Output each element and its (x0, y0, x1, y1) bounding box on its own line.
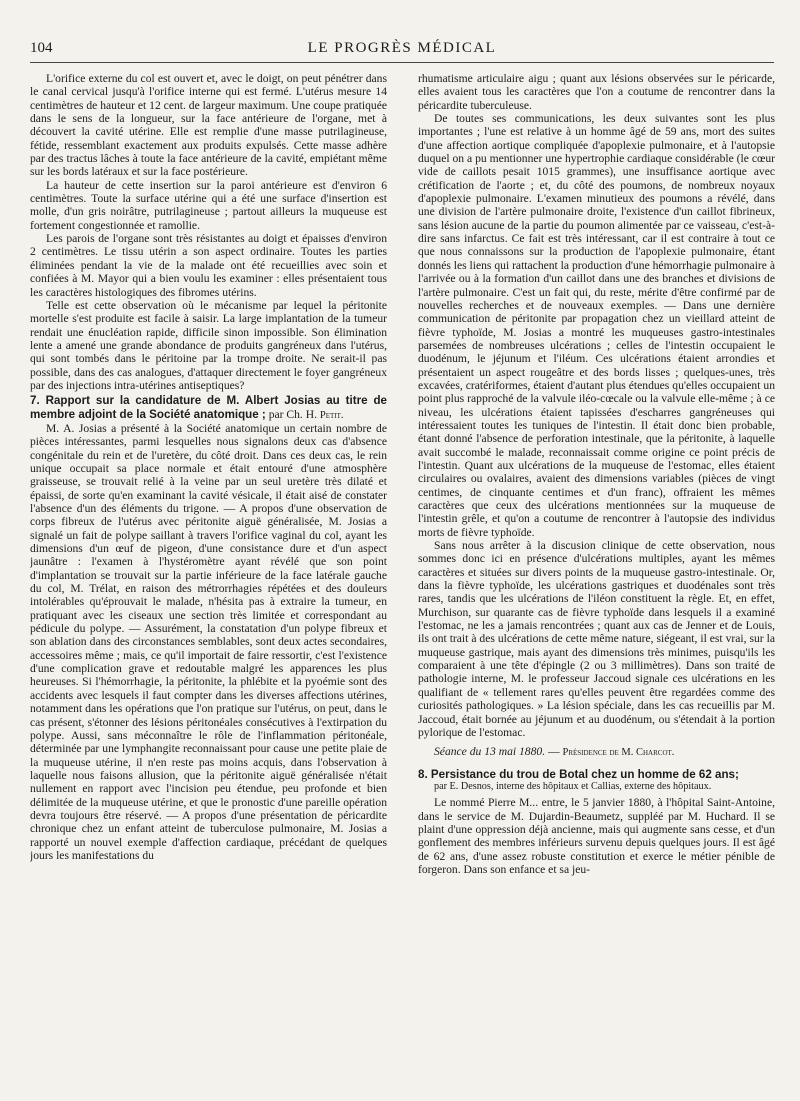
session-heading (418, 745, 775, 759)
session-presidence: Présidence de M. Charcot. (562, 747, 675, 759)
paragraph: rhumatisme articulaire aigu ; quant aux lésions observées sur le péricarde, elles avaient tous les caractères que l'on a coutume de rencontrer dans la péricardite tuberculeuse. (418, 72, 775, 112)
section-8-title: 8. Persistance du trou de Botal chez un homme de 62 ans; (418, 767, 739, 781)
section-7-author: Petit. (319, 409, 344, 421)
section-8-heading (418, 768, 775, 781)
right-column (418, 72, 775, 1097)
journal-title: LE PROGRÈS MÉDICAL (307, 40, 497, 56)
page-number: 104 (30, 40, 53, 56)
paragraph: Sans nous arrêter à la discusion clinique de cette observation, nous sommes donc ici en présence d'ulcérations multiples, ayant les mêmes caractères et situées sur divers points de la muqueuse gastro-intestinale. Or, dans la fièvre typhoïde, les ulcérations gastriques et duodénales sont très rares, tandis que les ulcérations de l'iléon constituent la règle. Et, en effet, Murchison, sur quarante cas de fièvre typhoïde dans lesquels il a examiné l'estomac, ne les a jamais rencontrées ; quant aux cas de Jenner et de Louis, ils ont trait à des ulcérations de cette même nature, siégeant, il est vrai, sur la muqueuse gastrique, mais ayant des dimensions très minimes, puisqu'ils les comparaient à une tête d'épingle (2 ou 3 millimètres). Dans son traité de pathologie interne, M. le professeur Jaccoud signale ces ulcérations en les qualifiant de « tellement rares qu'elles peuvent être regardées comme des curiosités pathologiques. » La lésion spéciale, dans les cas recueillis par M. Jaccoud, était bornée au jéjunum et au duodénum, ou s'étendait à la portion pylorique de l'estomac. (418, 539, 775, 739)
paragraph: Telle est cette observation où le mécanisme par lequel la péritonite mortelle s'est produite est facile à saisir. La large implantation de la tumeur rendait une énucléation rapide, difficile sinon impossible. Son élimination lente a amené une grande abondance de produits gangréneux dans l'utérus, qui sont tombés dans le péritoine par la trompe droite. Ne serait-il pas possible, dans des cas analogues, d'attaquer directement le foyer gangréneux par des injections intra-utérines antiseptiques? (30, 298, 387, 392)
section-7-author-pre: par Ch. H. (268, 407, 318, 421)
paragraph: Les parois de l'organe sont très résistantes au doigt et épaisses d'environ 2 centimètres. Le tissu utérin a son aspect ordinaire. Toutes les parties éliminées pendant la vie de la malade ont été recueillies avec soin et confiées à M. Mayor qui a bien voulu les examiner : elles présentaient tous les caractères histologiques des fibromes utérins. (30, 232, 387, 299)
left-column (30, 72, 387, 1097)
session-date: Séance du 13 mai 1880. (434, 745, 546, 759)
page-header (30, 40, 774, 63)
session-dash: — (545, 745, 563, 759)
paragraph: L'orifice externe du col est ouvert et, avec le doigt, on peut pénétrer dans le canal cervical jusqu'à l'orifice interne qui est fermé. L'utérus mesure 14 centimètres de hauteur et 12 cent. de largeur maximum. Une coupe pratiquée dans le sens de la longueur, sur la face antérieure de l'organe, met à découvert la cavité utérine. Elle est remplie d'une masse putrilagineuse, fétide, ressemblant exactement aux produits expulsés. Cette masse adhère par des tractus lâches à toute la face antérieure de la cavité, empiétant même sur les bords latéraux et sur la face postérieure. (30, 72, 387, 179)
paragraph: La hauteur de cette insertion sur la paroi antérieure est d'environ 6 centimètres. Toute la surface utérine qui a été une surface d'insertion est molle, d'un gris noirâtre, putrilagineuse ; partout ailleurs la muqueuse est fortement congestionnée et ramollie. (30, 178, 387, 232)
paragraph: M. A. Josias a présenté à la Société anatomique un certain nombre de pièces intéressantes, parmi lesquelles nous signalons deux cas d'absence congénitale du rein et de l'uretère, du côté droit. Dans ces deux cas, le rein unique occupait sa place normale et était entouré d'une atmosphère graisseuse, se trouvait relié à la veine par un seul uretère très dilaté et épaissi, de sorte qu'en examinant la cavité vésicale, il était aisé de constater l'absence d'un des éléments du trigone. — A propos d'une observation de corps fibreux de l'utérus avec péritonite aiguë généralisée, M. Josias a signalé un fait de polype saillant à travers l'orifice vaginal du col, ayant les dimensions d'un œuf de pigeon, d'une consistance dure et d'un aspect jaunâtre : l'examen à l'hystéromètre ayant révélé que son point d'implantation se trouvait sur la partie inférieure de la face latérale gauche du col, M. Trélat, en raison des métrorrhagies répétées et des douleurs intolérables qu'éprouvait le malade, n'hésita pas à extraire la tumeur, en pratiquant avec les ciseaux une section très limitée et correspondant au pédicule du polype. — Assurément, la constatation d'un polype fibreux et son ablation dans des circonstances semblables, sont deux actes secondaires, accessoires même ; mais, ce qu'il importait de faire ressortir, c'est l'existence d'une complication grave et redoutable malgré les apparences les plus heureuses. Si l'hémorrhagie, la péritonite, la phlébite et la pyoémie sont des accidents avec lesquels il faut compter dans les diverses affections utérines, notamment dans les opérations que l'on pratique sur l'utérus, on peut, dans le cas présent, s'étonner des lésions péritonéales consécutives à l'extirpation du polype. Aussi, sans méconnaître le rôle de l'inflammation péritonéale, déterminée par une lymphangite reconnaissant pour cause une petite plaie de la muqueuse utérine, il n'en reste pas moins acquis, dans l'observation à laquelle nous faisons allusion, que la péritonite aiguë généralisée n'était nullement en rapport avec l'incision peu étendue, peu profonde et bien délimitée de la muqueuse utérine, et que le pronostic d'une pareille opération devra toujours être réservé. — A propos d'une présentation de péricardite chronique chez un enfant atteint de tuberculose pulmonaire, M. Josias a rapporté un nouvel exemple d'affection cardiaque, précédant de quelques jours les manifestations du (30, 421, 387, 862)
section-7-heading (30, 394, 387, 422)
paragraph: Le nommé Pierre M... entre, le 5 janvier 1880, à l'hôpital Saint-Antoine, dans le service de M. Dujardin-Beaumetz, suppléé par M. Huchard. Il se plaint d'une oppression déjà ancienne, mais qui augmente sans cesse, et d'un gonflement des membres inférieurs survenu depuis quelques jours. Il est âgé de 62 ans, d'une assez robuste constitution et exerce le métier pénible de forgeron. Dans son enfance et sa jeu- (418, 796, 775, 876)
paragraph: De toutes ses communications, les deux suivantes sont les plus importantes ; l'une est relative à un homme âgé de 59 ans, mort des suites d'une affection aortique compliquée d'apoplexie pulmonaire, et à l'autopsie duquel on a pu mentionner une hypertrophie cardiaque considérable (le cœur vide de caillots pesait 1015 grammes), une insuffisance aortique avec crétification de l'aorte ; et, du côté des poumons, de nombreux noyaux d'apoplexie pulmonaire. L'examen minutieux des poumons a révélé, dans une division de l'artère pulmonaire droite, l'existence d'un caillot fibrineux, sans lésion aucune de la partie du poumon alimentée par ce vaisseau, c'est-à-dire sans infarctus. Ce fait est très intéressant, car il est contraire à tout ce que nous connaissons sur la production de l'apoplexie pulmonaire, étant donnés les liens qui rattachent la production d'une hémorrhagie pulmonaire à l'arrivée ou à la formation d'un caillot dans une des branches et divisions de l'artère pulmonaire. C'est un fait qui, du reste, mérite d'être confirmé par de nouvelles recherches et de nouveaux exemples. — Dans une dernière communication de péritonite par propagation chez un vieillard atteint de fièvre typhoïde, M. Josias a montré les muqueuses gastro-intestinales parsemées de nombreuses ulcérations ; celles de l'intestin occupaient le duodénum, le jéjunum et l'iléum. Ces ulcérations étaient arrondies et présentaient un aspect rougeâtre et des bords lisses ; quelques-unes, très excavées, cratériformes, étaient d'autant plus étendues qu'elles occupaient un point plus rapproché de la valvule iléo-cœcale ou la valvule elle-même ; à ce niveau, les ulcérations étaient tapissées d'escharres gangréneuses qui intéressaient toutes les tuniques de l'intestin. Il était donc bien probable, étant donné l'absence de perforation intestinale, que la péritonite, à laquelle avait succombé le malade, reconnaissait comme origine ce point précis de l'intestin. Quant aux ulcérations de la muqueuse de l'estomac, elles étaient circulaires ou ovalaires, avaient des dimensions variables (pièces de vingt centimes, de cinquante centimes et d'un franc), offraient les mêmes caractères que ceux des ulcérations mentionnées sur la muqueuse de l'intestin grêle, et qu'on a coutume de rencontrer à l'autopsie des individus morts de fièvre typhoïde. (418, 112, 775, 539)
section-7-title: 7. Rapport sur la candidature de M. Albert Josias au titre de membre adjoint de la Société anatomique ; (30, 394, 387, 421)
section-8-byline: par E. Desnos, interne des hôpitaux et Callias, externe des hôpitaux. (434, 780, 712, 792)
